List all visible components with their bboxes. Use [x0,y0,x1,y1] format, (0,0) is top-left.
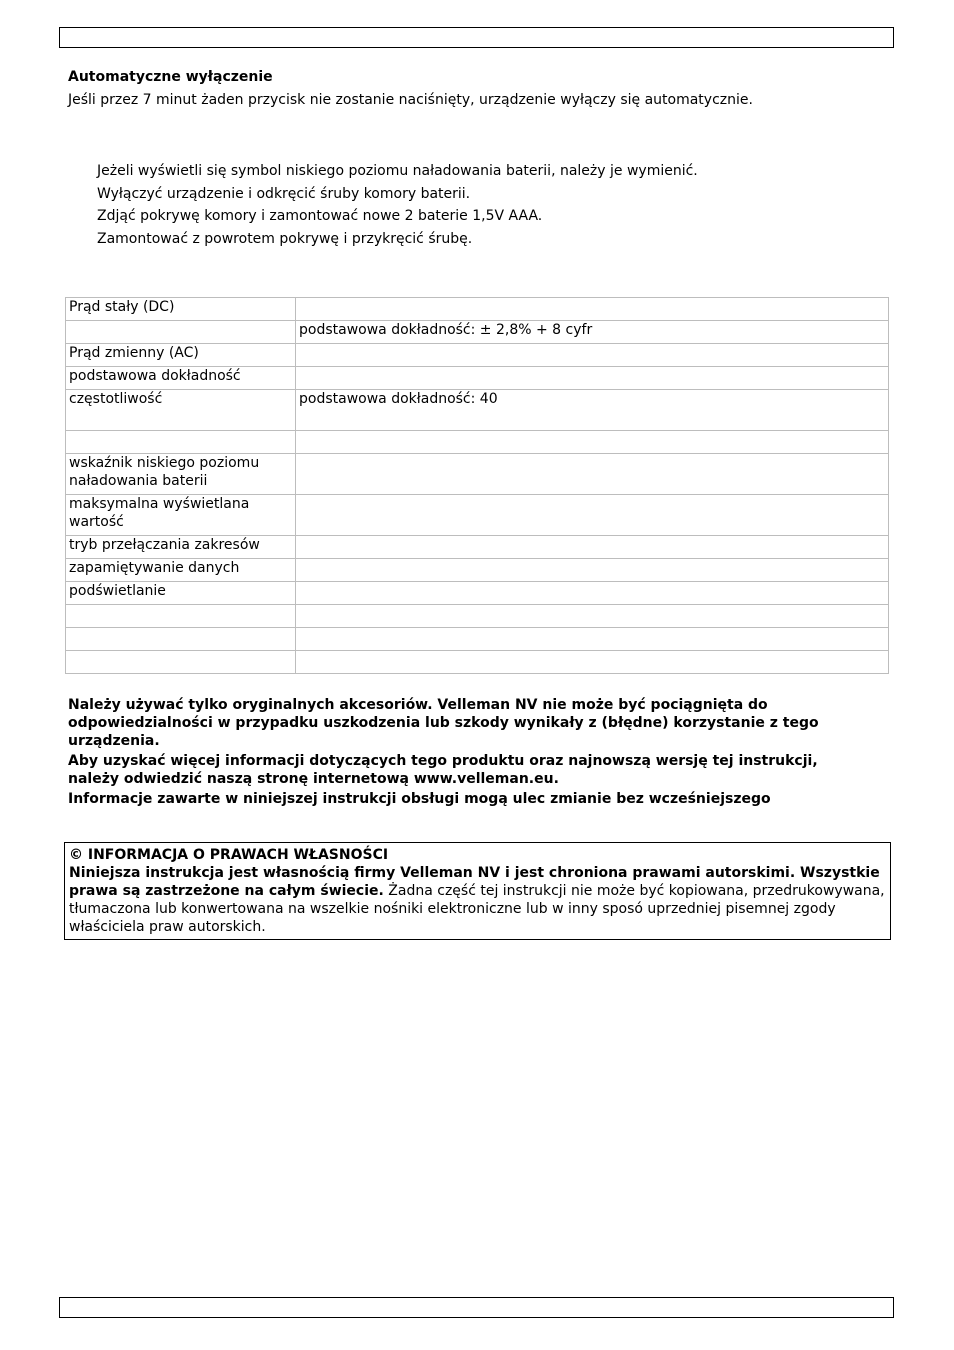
spec-value [296,495,889,536]
spec-value [296,582,889,605]
spec-label [66,651,296,674]
spec-label [66,321,296,344]
spec-value: podstawowa dokładność: ± 2,8% + 8 cyfr [296,321,889,344]
spec-value [296,605,889,628]
copyright-text [69,864,886,936]
copyright-box [64,842,891,940]
table-row [66,431,889,454]
auto-off-text: Jeśli przez 7 minut żaden przycisk nie zostanie naciśnięty, urządzenie wyłączy się automatycznie. [68,92,753,108]
table-row [66,605,889,628]
spec-label: Prąd zmienny (AC) [66,344,296,367]
auto-off-title: Automatyczne wyłączenie [68,69,273,85]
table-row [66,367,889,390]
spec-label: zapamiętywanie danych [66,559,296,582]
spec-value [296,536,889,559]
table-row [66,298,889,321]
spec-label [66,431,296,454]
battery-step: Wyłączyć urządzenie i odkręcić śruby komory baterii. [97,185,471,202]
spec-label: podstawowa dokładność [66,367,296,390]
footer-box [59,1297,894,1318]
spec-value [296,628,889,651]
spec-label: maksymalna wyświetlana wartość [66,495,296,536]
spec-value [296,454,889,495]
spec-value [296,367,889,390]
table-row [66,390,889,431]
spec-label: tryb przełączania zakresów [66,536,296,559]
battery-steps-list [97,160,698,250]
table-row [66,536,889,559]
battery-step: Zamontować z powrotem pokrywę i przykręcić śrubę. [97,230,473,247]
battery-step: Jeżeli wyświetli się symbol niskiego poziomu naładowania baterii, należy je wymienić. [97,163,698,179]
copyright-title: © INFORMACJA O PRAWACH WŁASNOŚCI [69,847,389,863]
notice-changes: Informacje zawarte w niniejszej instrukcji obsługi mogą ulec zmianie bez wcześniejszego [68,791,771,807]
spec-table [65,297,889,674]
table-row [66,344,889,367]
copyright-normal-text: Żadna część tej instrukcji nie może być kopiowana, przedrukowywana, tłumaczona lub konwertowana na wszelkie nośniki elektroniczne lub w inny sposó uprzedniej pisemnej zgody właściciela praw autorskich. [69,883,885,935]
spec-label: częstotliwość [66,390,296,431]
copyright-bold-text: Niniejsza instrukcja jest własnością firmy Velleman NV i jest chroniona prawami autorskimi. Wszystkie prawa są zastrzeżone na całym świecie. [69,865,880,899]
spec-label: wskaźnik niskiego poziomu naładowania baterii [66,454,296,495]
spec-value: podstawowa dokładność: 40 [296,390,889,431]
spec-label: Prąd stały (DC) [66,298,296,321]
spec-label: podświetlanie [66,582,296,605]
spec-value [296,559,889,582]
table-row [66,559,889,582]
table-row [66,582,889,605]
table-row [66,628,889,651]
battery-step: Zdjąć pokrywę komory i zamontować nowe 2 baterie 1,5V AAA. [97,208,543,224]
spec-value [296,344,889,367]
table-row [66,651,889,674]
table-row [66,495,889,536]
spec-value [296,431,889,454]
table-row [66,454,889,495]
spec-label [66,605,296,628]
notice-accessories: Należy używać tylko oryginalnych akcesoriów. Velleman NV nie może być pociągnięta do odpowiedzialności w przypadku uszkodzenia lub szkody wynikały z (błędne) korzystanie z tego urządzenia. [68,697,819,749]
notice-website: Aby uzyskać więcej informacji dotyczących tego produktu oraz najnowszą wersję tej instrukcji, należy odwiedzić naszą stronę internetową www.velleman.eu. [68,753,818,787]
spec-label [66,628,296,651]
spec-value [296,651,889,674]
notice-block [68,696,868,810]
table-row [66,321,889,344]
spec-value [296,298,889,321]
header-box [59,27,894,48]
